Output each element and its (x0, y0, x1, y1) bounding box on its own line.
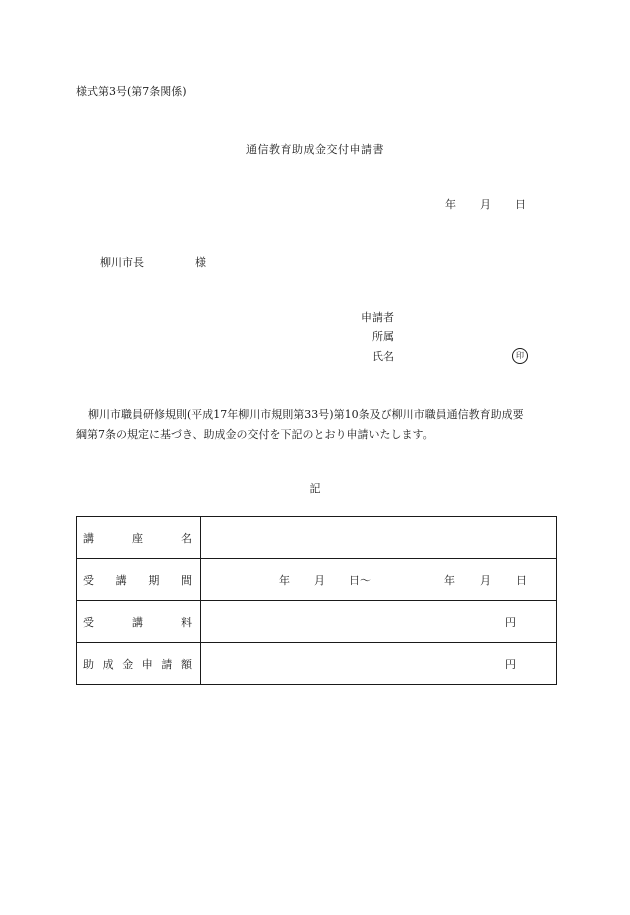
subsidy-value-cell[interactable] (201, 643, 557, 685)
table-row-period (77, 559, 557, 601)
label-char: 申 (141, 657, 153, 671)
table-row-course (77, 517, 557, 559)
addressee-name: 柳川市長 (100, 256, 144, 269)
label-char: 期 (148, 573, 160, 587)
label-char: 金 (122, 657, 134, 671)
label-char: 座 (132, 531, 143, 545)
fee-label (77, 601, 201, 643)
date-year-label: 年 (445, 198, 456, 211)
fee-unit: 円 (505, 615, 516, 629)
date-month-label: 月 (480, 198, 491, 211)
period-label (77, 559, 201, 601)
applicant-department-label: 所属 (372, 330, 394, 343)
period-end-year: 年 (444, 573, 455, 587)
table-row-subsidy (77, 643, 557, 685)
body-line-1: 柳川市職員研修規則(平成17年柳川市規則第33号)第10条及び柳川市職員通信教育助成要 (88, 408, 524, 421)
subsidy-unit: 円 (505, 657, 516, 671)
label-char: 請 (161, 657, 173, 671)
period-start-month: 月 (314, 573, 325, 587)
document-title: 通信教育助成金交付申請書 (246, 143, 384, 156)
applicant-heading: 申請者 (361, 311, 394, 324)
label-char: 受 (83, 573, 94, 587)
label-char: 額 (180, 657, 192, 671)
period-end-day: 日 (516, 573, 527, 587)
course-value-cell[interactable] (201, 517, 557, 559)
seal-mark-icon: 印 (512, 348, 528, 364)
label-char: 名 (181, 531, 192, 545)
course-label (77, 517, 201, 559)
label-char: 間 (180, 573, 192, 587)
body-paragraph (76, 405, 566, 445)
label-char: 講 (132, 615, 143, 629)
body-line-2: 綱第7条の規定に基づき、助成金の交付を下記のとおり申請いたします。 (76, 428, 434, 441)
form-number: 様式第3号(第7条関係) (76, 85, 187, 98)
ki-heading: 記 (309, 482, 321, 495)
table-row-fee (77, 601, 557, 643)
label-char: 助 (83, 657, 94, 671)
addressee-honorific: 様 (195, 256, 206, 269)
label-char: 料 (181, 615, 192, 629)
date-day-label: 日 (515, 198, 526, 211)
label-char: 受 (83, 615, 94, 629)
fee-value-cell[interactable] (201, 601, 557, 643)
applicant-name-label: 氏名 (372, 350, 394, 363)
period-start-year: 年 (279, 573, 290, 587)
period-start-day: 日〜 (349, 573, 371, 587)
label-char: 成 (102, 657, 114, 671)
label-char: 講 (115, 573, 127, 587)
period-end-month: 月 (480, 573, 491, 587)
detail-table (76, 516, 557, 685)
subsidy-label (77, 643, 201, 685)
period-value-cell[interactable] (201, 559, 557, 601)
label-char: 講 (83, 531, 94, 545)
